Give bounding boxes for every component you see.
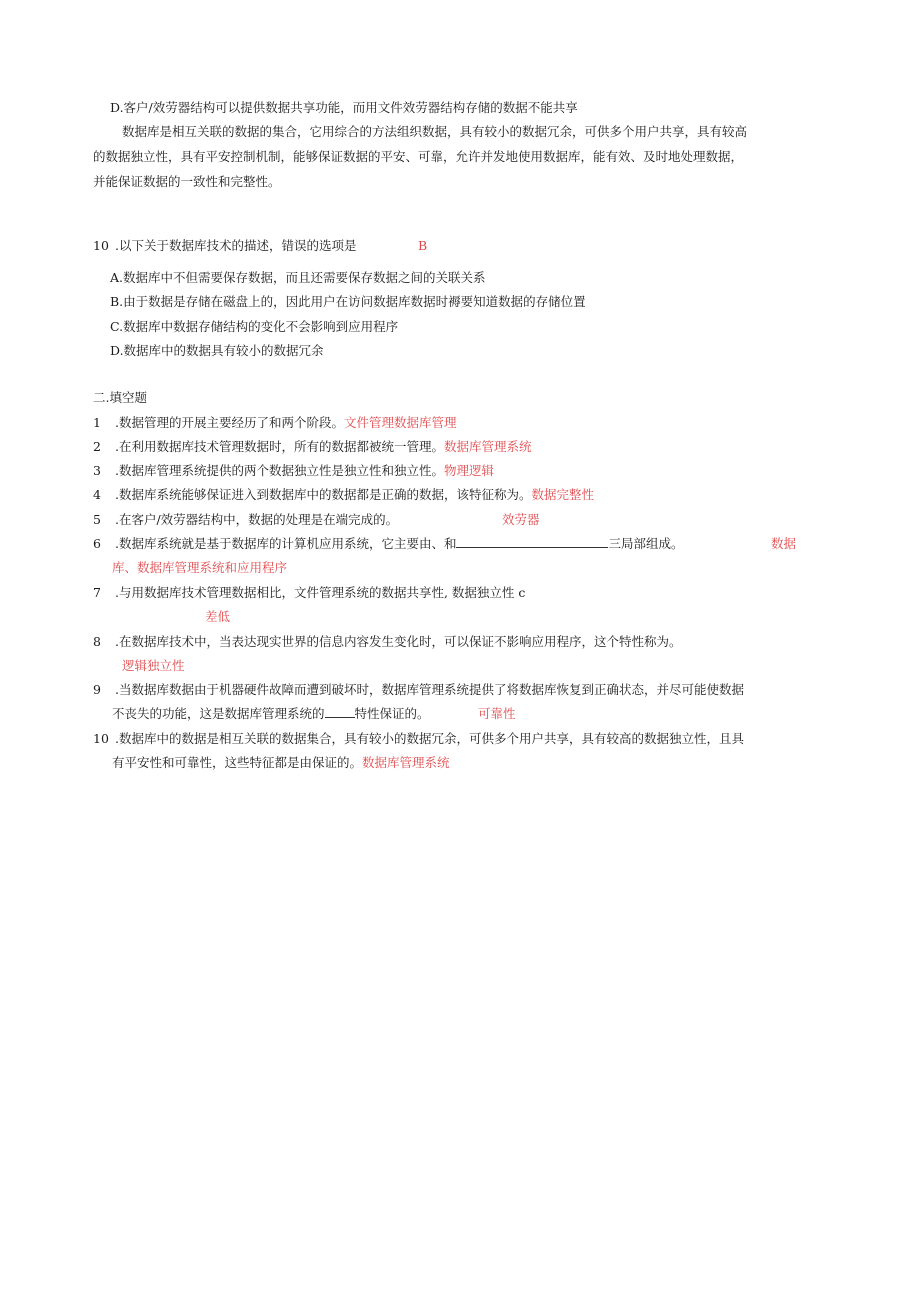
fill-item-9-cont xyxy=(112,704,430,724)
explanation-line-1: 数据库是相互关联的数据的集合，它用综合的方法组织数据，具有较小的数据冗余，可供多个用户共享，具有较高 xyxy=(122,124,748,139)
q10-number: 10 xyxy=(93,238,109,253)
q10-answer: B xyxy=(418,238,428,253)
q10-option-a: A.数据库中不但需要保存数据，而且还需要保存数据之间的关联关系 xyxy=(110,270,486,285)
fill-text-cont2: 特性保证的。 xyxy=(354,706,430,721)
explanation-line-3: 并能保证数据的一致性和完整性。 xyxy=(93,174,281,189)
q10-option-b: B.由于数据是存储在磁盘上的，因此用户在访问数据库数据时褥要知道数据的存储位置 xyxy=(110,294,586,309)
fill-answer: 数据完整性 xyxy=(531,487,594,502)
section-title: 二.填空题 xyxy=(93,390,147,405)
fill-text: .数据库管理系统提供的两个数据独立性是独立性和独立性。 xyxy=(115,463,444,478)
q10-option-d: D.数据库中的数据具有较小的数据冗余 xyxy=(110,343,324,358)
fill-item-2 xyxy=(93,437,532,457)
explanation-line-2: 的数据独立性，具有平安控制机制，能够保证数据的平安、可靠，允许并发地使用数据库，能有效、及时地处理数据， xyxy=(93,149,744,164)
fill-item-10 xyxy=(93,729,744,749)
fill-text: .在客户/效劳器结构中，数据的处理是在端完成的。 xyxy=(115,512,399,527)
fill-text: .数据库系统就是基于数据库的计算机应用系统，它主要由、和 xyxy=(115,536,457,551)
fill-text: .在利用数据库技术管理数据时，所有的数据都被统一管理。 xyxy=(115,439,444,454)
fill-answer-5: 效劳器 xyxy=(502,512,540,527)
fill-answer: 物理逻辑 xyxy=(443,463,494,478)
fill-item-9 xyxy=(93,680,744,700)
answer-blank xyxy=(325,704,355,718)
fill-number: 10 xyxy=(93,731,109,746)
fill-item-7 xyxy=(93,583,525,603)
fill-answer: 数据库管理系统 xyxy=(362,755,450,770)
fill-number: 5 xyxy=(93,512,101,527)
fill-number: 7 xyxy=(93,585,101,600)
fill-text: .与用数据库技术管理数据相比，文件管理系统的数据共享性, 数据独立性 c xyxy=(115,585,526,600)
fill-number: 1 xyxy=(93,415,101,430)
q10-option-c: C.数据库中数据存储结构的变化不会影响到应用程序 xyxy=(110,319,399,334)
fill-text: .在数据库技术中，当表达现实世界的信息内容发生变化时，可以保证不影响应用程序，这个特性称为。 xyxy=(115,634,682,649)
fill-item-10-cont xyxy=(112,753,450,773)
q10-stem xyxy=(93,236,356,256)
fill-text: .数据库系统能够保证进入到数据库中的数据都是正确的数据，该特征称为。 xyxy=(115,487,532,502)
fill-text-cont: 有平安性和可靠性，这些特征都是由保证的。 xyxy=(112,755,363,770)
fill-answer-7: 差低 xyxy=(205,609,231,624)
fill-item-5 xyxy=(93,510,398,530)
fill-item-6 xyxy=(93,534,684,554)
fill-text: .数据库中的数据是相互关联的数据集合，具有较小的数据冗余，可供多个用户共享，具有较高的数据独立性，且具 xyxy=(115,731,744,746)
q10-text: .以下关于数据库技术的描述，错误的选项是 xyxy=(115,238,357,253)
fill-answer-6b: 库、数据库管理系统和应用程序 xyxy=(112,560,288,575)
fill-item-4 xyxy=(93,485,594,505)
fill-number: 8 xyxy=(93,634,101,649)
fill-text: .数据管理的开展主要经历了和两个阶段。 xyxy=(115,415,344,430)
fill-answer-8: 逻辑独立性 xyxy=(122,658,185,673)
q9-option-d: D.客户/效劳器结构可以提供数据共享功能，而用文件效劳器结构存储的数据不能共享 xyxy=(110,100,578,115)
fill-text-cont: 不丧失的功能，这是数据库管理系统的 xyxy=(112,706,325,721)
fill-number: 4 xyxy=(93,487,101,502)
fill-number: 3 xyxy=(93,463,101,478)
fill-number: 9 xyxy=(93,682,101,697)
fill-answer: 数据库管理系统 xyxy=(443,439,532,454)
answer-blank xyxy=(456,534,608,548)
fill-item-1 xyxy=(93,413,457,433)
fill-item-3 xyxy=(93,461,494,481)
fill-number: 2 xyxy=(93,439,101,454)
fill-text: .当数据库数据由于机器硬件故障而遭到破坏时，数据库管理系统提供了将数据库恢复到正确状态，并尽可能使数据 xyxy=(115,682,744,697)
fill-item-8 xyxy=(93,632,681,652)
fill-answer-9: 可靠性 xyxy=(478,706,516,721)
fill-number: 6 xyxy=(93,536,101,551)
fill-answer: 文件管理数据库管理 xyxy=(343,415,457,430)
fill-text-cont: 三局部组成。 xyxy=(608,536,684,551)
fill-answer-6a: 数据 xyxy=(771,536,797,551)
